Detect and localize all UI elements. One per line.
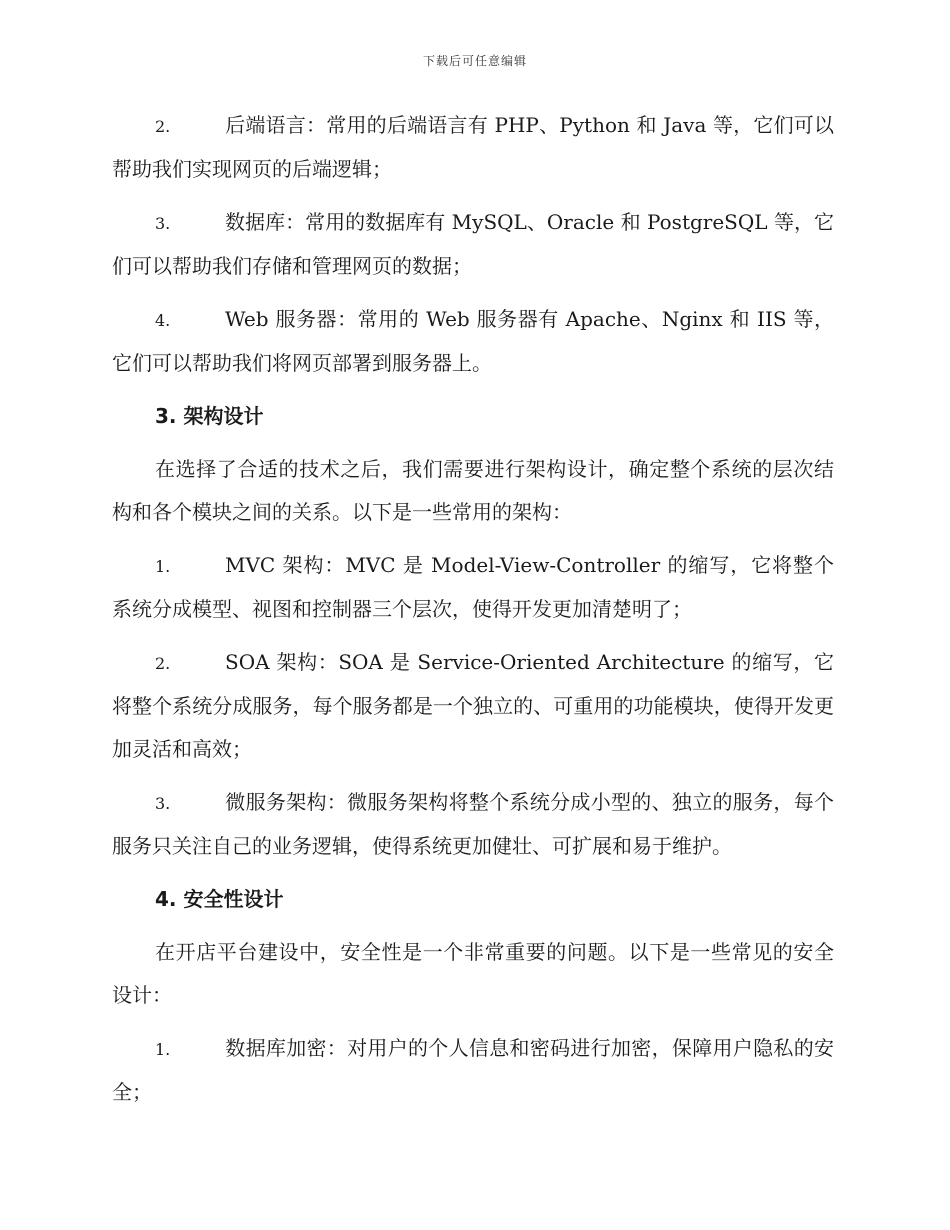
- section-heading-architecture: 3. 架构设计: [155, 404, 264, 428]
- list-item-soa: [112, 641, 834, 771]
- list-item-database: [112, 201, 834, 288]
- list-text: 数据库加密：对用户的个人信息和密码进行加密，保障用户隐私的安全；: [112, 1036, 834, 1104]
- list-item-microservices: [112, 781, 834, 868]
- paragraph-architecture-intro: 在选择了合适的技术之后，我们需要进行架构设计，确定整个系统的层次结构和各个模块之间的关系。以下是一些常用的架构：: [112, 457, 834, 524]
- list-number: 4.: [155, 311, 171, 330]
- list-text: Web 服务器：常用的 Web 服务器有 Apache、Nginx 和 IIS 等，它们可以帮助我们将网页部署到服务器上。: [112, 307, 834, 375]
- list-text: 数据库：常用的数据库有 MySQL、Oracle 和 PostgreSQL 等，它们可以帮助我们存储和管理网页的数据；: [112, 210, 834, 278]
- list-number: 1.: [155, 1040, 171, 1059]
- list-number: 2.: [155, 117, 171, 136]
- list-item-backend-language: [112, 104, 834, 191]
- document-body: [112, 104, 834, 1124]
- list-item-mvc: [112, 544, 834, 631]
- list-text: SOA 架构：SOA 是 Service-Oriented Architecture 的缩写，它将整个系统分成服务，每个服务都是一个独立的、可重用的功能模块，使得开发更加灵活和高效；: [112, 650, 834, 761]
- list-number: 1.: [155, 557, 171, 576]
- paragraph-security-intro: 在开店平台建设中，安全性是一个非常重要的问题。以下是一些常见的安全设计：: [112, 940, 834, 1007]
- list-text: MVC 架构：MVC 是 Model-View-Controller 的缩写，它将整个系统分成模型、视图和控制器三个层次，使得开发更加清楚明了；: [112, 553, 834, 621]
- list-number: 3.: [155, 794, 171, 813]
- list-number: 2.: [155, 654, 171, 673]
- list-item-db-encryption: [112, 1027, 834, 1114]
- page-header: 下载后可任意编辑: [422, 54, 527, 68]
- list-text: 后端语言：常用的后端语言有 PHP、Python 和 Java 等，它们可以帮助我们实现网页的后端逻辑；: [112, 113, 834, 181]
- list-item-web-server: [112, 298, 834, 385]
- list-number: 3.: [155, 214, 171, 233]
- list-text: 微服务架构：微服务架构将整个系统分成小型的、独立的服务，每个服务只关注自己的业务逻辑，使得系统更加健壮、可扩展和易于维护。: [112, 790, 834, 858]
- section-heading-security: 4. 安全性设计: [155, 887, 284, 911]
